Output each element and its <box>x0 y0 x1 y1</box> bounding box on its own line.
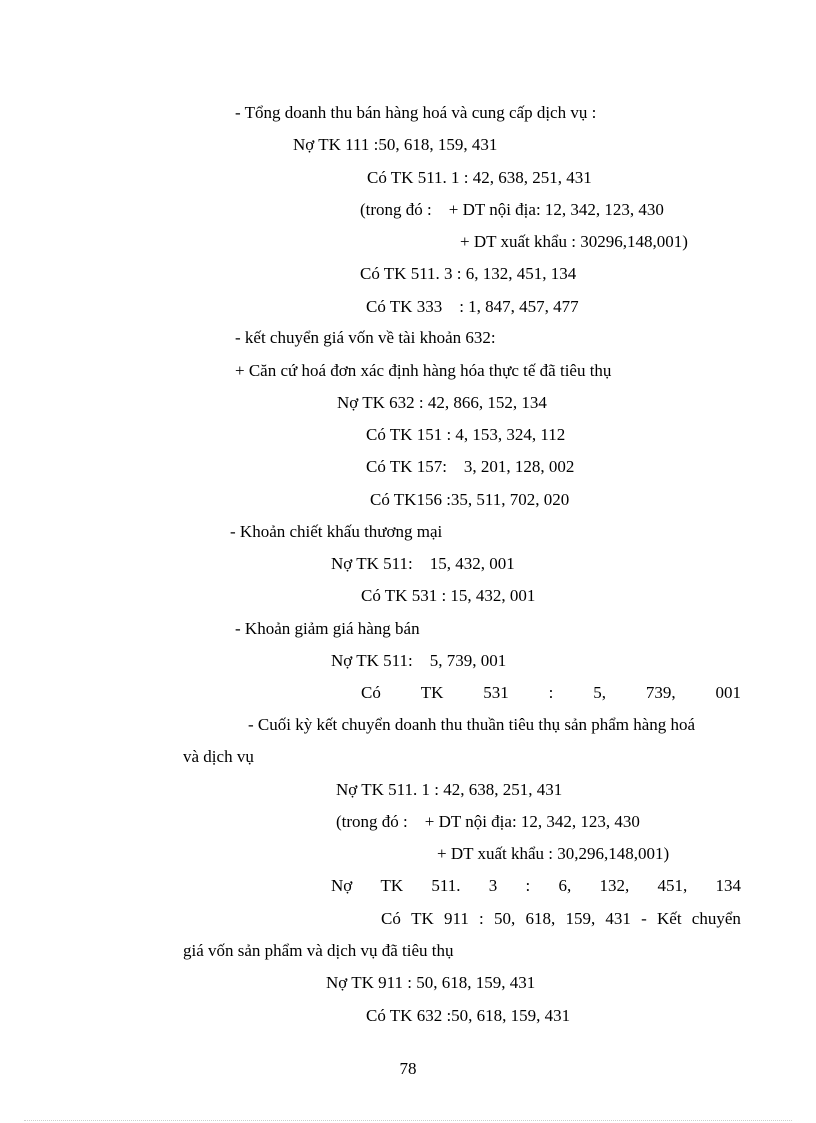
word: : <box>525 876 531 895</box>
line-and-services: và dịch vụ <box>183 747 254 766</box>
line-no-tk-5113 <box>331 876 741 896</box>
word: TK <box>411 909 434 928</box>
line-export-revenue: + DT xuất khẩu : 30296,148,001) <box>460 232 688 251</box>
word: 001 <box>715 683 741 702</box>
line-co-tk-5113: Có TK 511. 3 : 6, 132, 451, 134 <box>360 264 577 283</box>
line-co-tk-333: Có TK 333 : 1, 847, 457, 477 <box>366 297 579 316</box>
word: TK <box>380 876 404 895</box>
word: 739, <box>645 683 676 702</box>
page-number: 78 <box>399 1059 417 1078</box>
word: 5, <box>593 683 606 702</box>
word: 132, <box>599 876 630 895</box>
line-trade-discount-heading: - Khoản chiết khấu thương mại <box>230 522 443 541</box>
line-domestic-revenue-2: (trong đó : + DT nội địa: 12, 342, 123, 430 <box>336 812 640 831</box>
word: 531 <box>483 683 509 702</box>
line-invoice-basis: + Căn cứ hoá đơn xác định hàng hóa thực tế đã tiêu thụ <box>235 361 612 380</box>
line-cost-transfer-heading: - kết chuyển giá vốn về tài khoản 632: <box>235 328 496 347</box>
word: : <box>548 683 554 702</box>
line-no-tk-5111: Nợ TK 511. 1 : 42, 638, 251, 431 <box>336 780 563 799</box>
line-co-tk-531-discount: Có TK 531 : 15, 432, 001 <box>361 586 536 605</box>
word: 3 <box>488 876 498 895</box>
line-no-tk-911: Nợ TK 911 : 50, 618, 159, 431 <box>326 973 536 992</box>
word: - <box>641 909 647 928</box>
word: 451, <box>657 876 688 895</box>
page-bottom-divider <box>24 1120 792 1121</box>
word: chuyển <box>691 909 741 928</box>
word: TK <box>420 683 444 702</box>
word: : <box>479 909 484 928</box>
word: 6, <box>558 876 572 895</box>
word: 911 <box>443 909 469 928</box>
word: 159, <box>565 909 596 928</box>
word: Có <box>381 909 401 928</box>
line-net-revenue-heading: - Cuối kỳ kết chuyển doanh thu thuần tiêu thụ sản phẩm hàng hoá <box>248 715 696 734</box>
word: 618, <box>525 909 556 928</box>
line-price-reduction-heading: - Khoản giảm giá hàng bán <box>235 619 420 638</box>
line-co-tk-5111: Có TK 511. 1 : 42, 638, 251, 431 <box>367 168 592 187</box>
line-co-tk-531-reduction <box>361 683 741 703</box>
word: 134 <box>715 876 741 895</box>
line-export-revenue-2: + DT xuất khẩu : 30,296,148,001) <box>437 844 670 863</box>
line-co-tk-151: Có TK 151 : 4, 153, 324, 112 <box>366 425 566 444</box>
line-cost-of-goods: giá vốn sản phẩm và dịch vụ đã tiêu thụ <box>183 941 454 960</box>
line-domestic-revenue: (trong đó : + DT nội địa: 12, 342, 123, 430 <box>360 200 664 219</box>
word: 50, <box>494 909 516 928</box>
line-co-tk-911 <box>381 909 741 929</box>
line-total-revenue-heading: - Tổng doanh thu bán hàng hoá và cung cấp dịch vụ : <box>235 103 597 122</box>
word: Nợ <box>331 876 353 895</box>
line-no-tk-111: Nợ TK 111 :50, 618, 159, 431 <box>293 135 498 154</box>
line-co-tk-156: Có TK156 :35, 511, 702, 020 <box>370 490 570 509</box>
line-no-tk-632: Nợ TK 632 : 42, 866, 152, 134 <box>337 393 547 412</box>
line-no-tk-511-discount: Nợ TK 511: 15, 432, 001 <box>331 554 515 573</box>
word: 431 <box>605 909 631 928</box>
word: 511. <box>431 876 461 895</box>
line-no-tk-511-reduction: Nợ TK 511: 5, 739, 001 <box>331 651 507 670</box>
word: Có <box>361 683 381 702</box>
line-co-tk-632: Có TK 632 :50, 618, 159, 431 <box>366 1006 571 1025</box>
word: Kết <box>657 909 682 928</box>
line-co-tk-157: Có TK 157: 3, 201, 128, 002 <box>366 457 575 476</box>
